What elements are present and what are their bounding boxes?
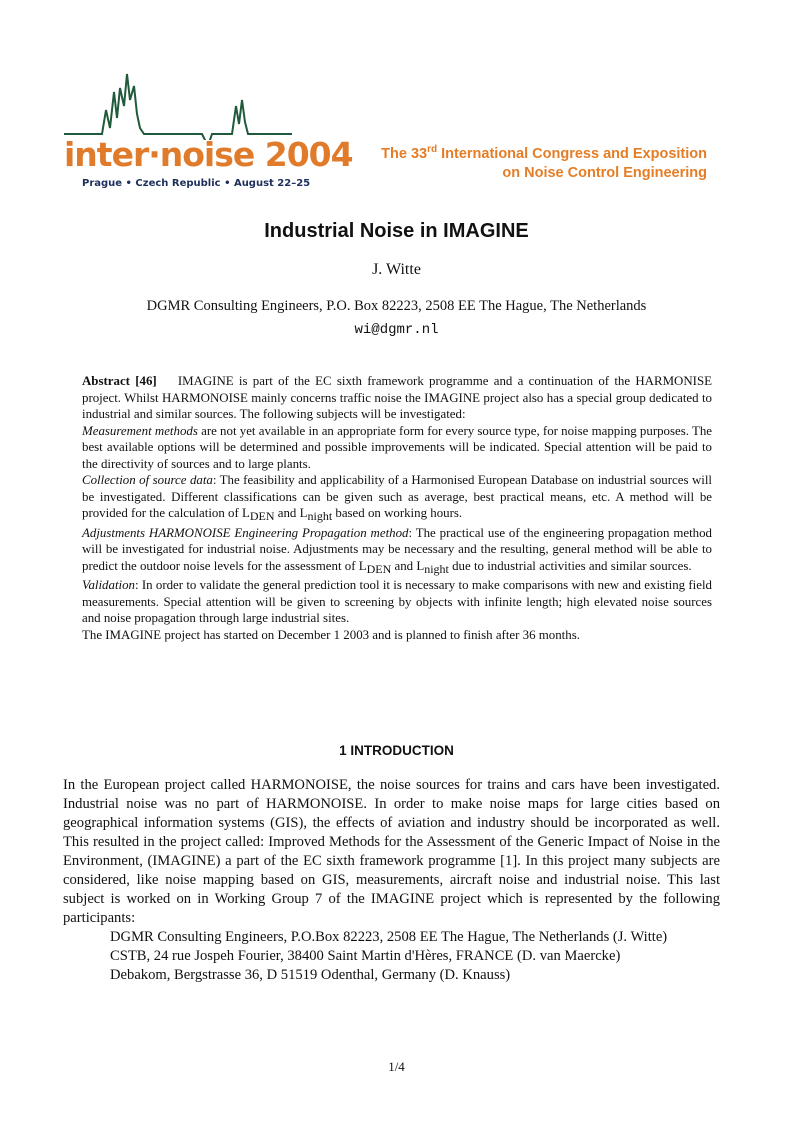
- participant-list: [63, 928, 720, 985]
- abstract-label: Abstract [46]: [82, 374, 157, 388]
- abstract-adjustments: Adjustments HARMONOISE Engineering Propagation method: The practical use of the engineering propagation method will be investigated for industrial noise. Adjustments may be necessary and the resulting, general method will be able to predict the outdoor noise levels for the assessment of LDEN and Lnight due to industrial activities and similar sources.: [82, 525, 712, 576]
- affiliation: DGMR Consulting Engineers, P.O. Box 82223, 2508 EE The Hague, The Netherlands: [146, 298, 647, 314]
- author: J. Witte: [372, 261, 421, 278]
- abstract-collection: Collection of source data: The feasibility and applicability of a Harmonised European Database on industrial sources will be investigated. Different classifications can be given such as average, best practical means, etc. A method will be provided for the calculation of LDEN and Lnight based on working hours.: [82, 473, 713, 523]
- logo-wordmark: inter·noise 2004: [64, 135, 353, 174]
- introduction-body: [63, 776, 720, 985]
- congress-heading: [381, 140, 707, 183]
- congress-line-2: on Noise Control Engineering: [502, 164, 707, 181]
- paper-title: Industrial Noise in IMAGINE: [264, 220, 529, 242]
- abstract-intro: Abstract [46] IMAGINE is part of the EC sixth framework programme and a continuation of the HARMONISE project. Whilst HARMONOISE mainly concerns traffic noise the IMAGINE project also has a special group dedicated to industrial and similar sources. The following subjects will be investigated:: [82, 374, 712, 421]
- section-heading-introduction: 1 INTRODUCTION: [339, 743, 454, 758]
- abstract-measurement: Measurement methods are not yet available in an appropriate form for every source type, for noise mapping purposes. The best available options will be determined and possible improvements will be indicated. Special attention will be paid to the directivity of sources and to large plants.: [82, 423, 713, 471]
- abstract-closing: The IMAGINE project has started on December 1 2003 and is planned to finish after 36 months.: [82, 627, 580, 642]
- page-number: 1/4: [388, 1059, 405, 1074]
- participant-item: Debakom, Bergstrasse 36, D 51519 Odenthal, Germany (D. Knauss): [110, 967, 511, 983]
- logo-subtitle: Prague • Czech Republic • August 22–25: [82, 178, 311, 189]
- participant-item: CSTB, 24 rue Jospeh Fourier, 38400 Saint Martin d'Hères, FRANCE (D. van Maercke): [110, 948, 621, 964]
- participant-item: DGMR Consulting Engineers, P.O.Box 82223, 2508 EE The Hague, The Netherlands (J. Witte): [110, 929, 668, 945]
- inter-noise-logo: [62, 70, 353, 195]
- abstract: [82, 373, 712, 643]
- email-link[interactable]: wi@dgmr.nl: [354, 322, 439, 338]
- introduction-paragraph: In the European project called HARMONOISE, the noise sources for trains and cars have been investigated. Industrial noise was no part of HARMONOISE. In order to make noise maps for large cities based on geographical information systems (GIS), the effects of aviation and industry should be incorporated as well. This resulted in the project called: Improved Methods for the Assessment of the Generic Impact of Noise in the Environment, (IMAGINE) a part of the EC sixth framework programme [1]. In this project many subjects are considered, like noise mapping based on GIS, measurements, aircraft noise and industrial noise. This last subject is worked on in Working Group 7 of the IMAGINE project which is represented by the following participants:: [63, 777, 720, 926]
- prague-skyline-icon: [62, 70, 297, 140]
- congress-line-1: The 33rd International Congress and Exposition: [381, 144, 707, 162]
- abstract-validation: Validation: In order to validate the general prediction tool it is necessary to make comparisons with new and existing field measurements. Special attention will be given to screening by objects with infinite length; high elevated noise sources and noise propagation through large industrial sites.: [82, 578, 712, 625]
